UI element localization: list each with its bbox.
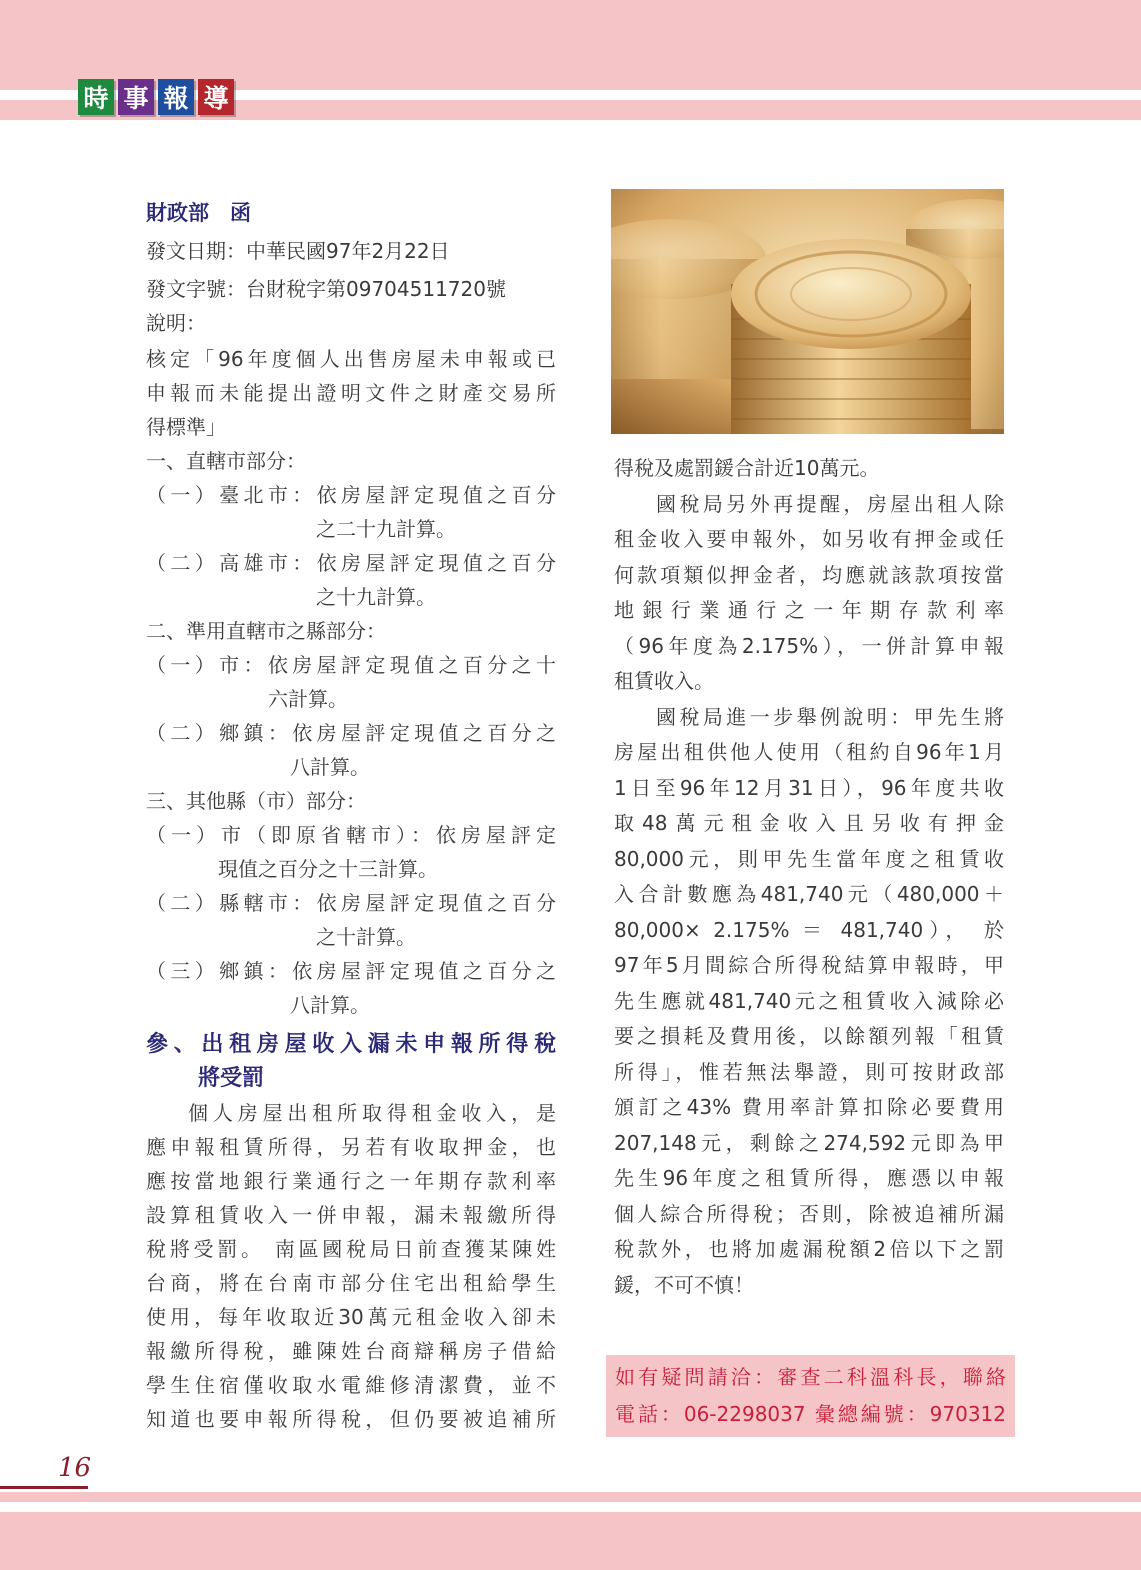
page-number-rule xyxy=(0,1486,88,1489)
header-tile-4: 導 xyxy=(198,79,234,115)
body-line: 鍰，不可不慎！ xyxy=(614,1272,754,1297)
list-item: （二）高雄市：依房屋評定現值之百分 xyxy=(146,551,556,575)
body-line: 1日至96年12月31日），96年度共收 xyxy=(614,775,1004,800)
body-line: 台商，將在台南市部分住宅出租給學生 xyxy=(146,1271,556,1295)
section-header-tiles xyxy=(78,79,234,115)
body-line: 取48萬元租金收入且另收有押金 xyxy=(614,811,1004,835)
body-line: 個人綜合所得稅；否則，除被追補所漏 xyxy=(614,1201,1004,1226)
list-item-continuation: 現值之百分之十三計算。 xyxy=(218,857,438,881)
top-decorative-band xyxy=(0,0,1141,90)
issue-date: 發文日期：中華民國97年2月22日 xyxy=(146,239,450,263)
list-item-continuation: 八計算。 xyxy=(290,993,370,1017)
body-line: 97年5月間綜合所得稅結算申報時，甲 xyxy=(614,953,1004,977)
body-line: 稅款外，也將加處漏稅額2倍以下之罰 xyxy=(614,1237,1004,1261)
section-2-heading: 二、準用直轄市之縣部分： xyxy=(146,619,386,643)
body-line: 學生住宿僅收取水電維修清潔費，並不 xyxy=(146,1373,556,1397)
body-line: 使用，每年收取近30萬元租金收入卻未 xyxy=(146,1305,556,1329)
para-line: 申報而未能提出證明文件之財產交易所 xyxy=(146,381,556,405)
body-line: 入合計數應為481,740元（480,000＋ xyxy=(614,882,1004,906)
body-line: 稅將受罰。 南區國稅局日前查獲某陳姓 xyxy=(146,1237,556,1261)
page-number: 16 xyxy=(58,1453,92,1483)
body-line: （96年度為2.175%），一併計算申報 xyxy=(614,633,1004,658)
body-line: 租金收入要申報外，如另收有押金或任 xyxy=(614,527,1004,551)
list-item: （三）鄉鎮：依房屋評定現值之百分之 xyxy=(146,959,556,983)
section-3-heading: 三、其他縣（市）部分： xyxy=(146,789,366,813)
para-line: 得標準」 xyxy=(146,415,226,439)
body-line: 207,148元，剩餘之274,592元即為甲 xyxy=(614,1130,1004,1155)
body-line: 應按當地銀行業通行之一年期存款利率 xyxy=(146,1169,556,1193)
body-line: 頒訂之43% 費用率計算扣除必要費用 xyxy=(614,1095,1004,1119)
coin-stack-illustration xyxy=(611,189,1004,434)
left-column xyxy=(146,196,556,1436)
list-item-continuation: 六計算。 xyxy=(268,687,348,711)
body-line: 租賃收入。 xyxy=(614,669,714,693)
coin-stack-photo xyxy=(611,189,1004,434)
body-line: 國稅局進一步舉例說明：甲先生將 xyxy=(656,704,1004,729)
contact-line-1: 如有疑問請洽：審查二科溫科長，聯絡 xyxy=(615,1365,1006,1389)
document-number: 發文字號：台財稅字第09704511720號 xyxy=(146,277,506,301)
body-line: 地銀行業通行之一年期存款利率 xyxy=(614,598,1004,622)
list-item-continuation: 八計算。 xyxy=(290,755,370,779)
article-heading-continuation: 將受罰 xyxy=(198,1066,265,1091)
explanation-label: 說明： xyxy=(146,311,206,335)
list-item: （一）市：依房屋評定現值之百分之十 xyxy=(146,653,556,677)
body-line: 先生96年度之租賃所得，應憑以申報 xyxy=(614,1166,1004,1190)
body-line: 房屋出租供他人使用（租約自96年1月 xyxy=(614,740,1004,764)
contact-line-2: 電話：06-2298037 彙總編號：970312 xyxy=(615,1402,1006,1426)
section-1-heading: 一、直轄市部分： xyxy=(146,449,306,473)
para-line: 核定「96年度個人出售房屋未申報或已 xyxy=(146,347,556,371)
body-line: 80,000元，則甲先生當年度之租賃收 xyxy=(614,846,1004,871)
body-line: 設算租賃收入一併申報，漏未報繳所得 xyxy=(146,1203,556,1227)
body-line: 得稅及處罰鍰合計近10萬元。 xyxy=(614,456,880,480)
list-item-continuation: 之十九計算。 xyxy=(316,585,436,609)
body-line: 何款項類似押金者，均應就該款項按當 xyxy=(614,562,1004,587)
body-line: 先生應就481,740元之租賃收入減除必 xyxy=(614,988,1004,1013)
body-line: 國稅局另外再提醒，房屋出租人除 xyxy=(656,491,1004,516)
body-line: 要之損耗及費用後，以餘額列報「租賃 xyxy=(614,1024,1004,1048)
body-line: 知道也要申報所得稅，但仍要被追補所 xyxy=(146,1407,556,1431)
body-line: 應申報租賃所得，另若有收取押金，也 xyxy=(146,1135,556,1159)
list-item-continuation: 之二十九計算。 xyxy=(316,517,456,541)
list-item-continuation: 之十計算。 xyxy=(316,925,416,949)
list-item: （二）縣轄市：依房屋評定現值之百分 xyxy=(146,891,556,915)
body-line: 80,000× 2.175% ＝ 481,740）， 於 xyxy=(614,917,1004,942)
bottom-decorative-band-lower xyxy=(0,1512,1141,1570)
bottom-decorative-band xyxy=(0,1492,1141,1502)
list-item: （一）臺北市：依房屋評定現值之百分 xyxy=(146,483,556,507)
contact-info-box xyxy=(606,1355,1015,1437)
body-line: 個人房屋出租所取得租金收入，是 xyxy=(188,1101,556,1125)
body-line: 所得」，惟若無法舉證，則可按財政部 xyxy=(614,1059,1004,1084)
list-item: （二）鄉鎮：依房屋評定現值之百分之 xyxy=(146,721,556,745)
article-heading: 參、出租房屋收入漏未申報所得稅 xyxy=(146,1032,556,1057)
header-tile-3: 報 xyxy=(158,79,194,115)
header-tile-2: 事 xyxy=(118,79,154,115)
header-tile-1: 時 xyxy=(78,79,114,115)
body-line: 報繳所得稅，雖陳姓台商辯稱房子借給 xyxy=(146,1339,556,1363)
list-item: （一）市（即原省轄市）：依房屋評定 xyxy=(146,823,556,847)
right-column xyxy=(614,451,1004,1303)
letter-title: 財政部 函 xyxy=(146,201,251,225)
